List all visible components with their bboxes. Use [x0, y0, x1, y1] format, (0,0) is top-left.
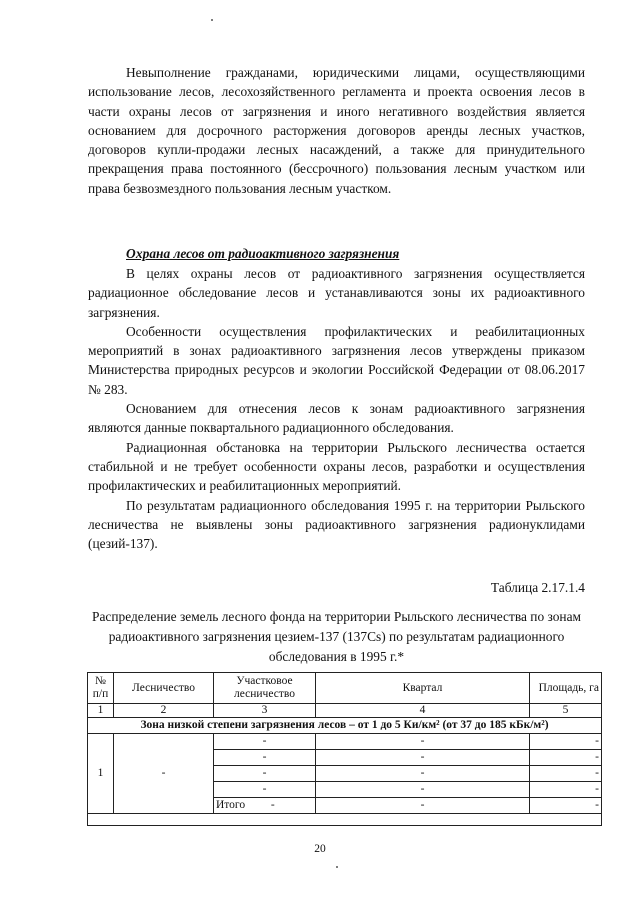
section-heading: Охрана лесов от радиоактивного загрязнения — [126, 246, 400, 261]
scan-speck — [211, 19, 213, 21]
paragraph-situation: Радиационная обстановка на территории Рыльского лесничества остается стабильной и не требует особенности охраны лесов, разработки и осуществления профилактических и реабилитационных мероприятий. — [88, 439, 585, 494]
paragraph-results: По результатам радиационного обследования 1995 г. на территории Рыльского лесничества не выявлены зоны радиоактивного загрязнения радионуклидами (цезий-137). — [88, 497, 585, 552]
total-district: - — [270, 799, 275, 811]
header-area: Площадь, га — [530, 673, 602, 704]
area-cell: - — [530, 766, 602, 782]
col-number: 4 — [316, 704, 530, 718]
district-cell: - — [214, 734, 316, 750]
area-cell: - — [530, 734, 602, 750]
intro-paragraph: Невыполнение гражданами, юридическими лицами, осуществляющими использование лесов, лесохозяйственного регламента и проекта освоения лесов в части охраны лесов от загрязнения и иного негативного воздействия является основанием для досрочного расторжения договоров аренды лесных участков, договоров купли-продажи лесных насаждений, а также для принудительного прекращения права постоянного (бессрочного) пользования лесным участком или права безвозмездного пользования лесным участком. — [88, 65, 585, 196]
quarter-cell: - — [316, 782, 530, 798]
district-cell: - — [214, 766, 316, 782]
quarter-cell: - — [316, 766, 530, 782]
section-paragraphs — [88, 264, 585, 553]
table-row — [88, 734, 602, 750]
paragraph-basis: Основанием для отнесения лесов к зонам радиоактивного загрязнения являются данные поквартального радиационного обследования. — [88, 401, 585, 436]
table-header-row — [88, 673, 602, 704]
total-cell — [214, 798, 316, 814]
quarter-cell: - — [316, 750, 530, 766]
area-cell: - — [530, 750, 602, 766]
scan-speck — [336, 866, 338, 868]
district-cell: - — [214, 750, 316, 766]
col-number: 5 — [530, 704, 602, 718]
intro-paragraph-block — [88, 63, 585, 198]
col-number: 3 — [214, 704, 316, 718]
row-num: 1 — [88, 734, 114, 814]
table-caption: Распределение земель лесного фонда на территории Рыльского лесничества по зонам радиоактивного загрязнения цезием-137 (137Cs) по результатам радиационного обследования в 1995 г.* — [92, 609, 581, 664]
column-number-row — [88, 704, 602, 718]
radiation-zones-table — [87, 672, 602, 826]
col-number: 1 — [88, 704, 114, 718]
header-forestry: Лесничество — [114, 673, 214, 704]
header-quarter: Квартал — [316, 673, 530, 704]
paragraph-monitoring: В целях охраны лесов от радиоактивного загрязнения осуществляется радиационное обследование лесов и устанавливаются зоны их радиоактивного загрязнения. — [88, 266, 585, 320]
total-label: Итого — [216, 799, 246, 811]
table-number: Таблица 2.17.1.4 — [490, 580, 585, 595]
district-cell: - — [214, 782, 316, 798]
zone-label: Зона низкой степени загрязнения лесов – от 1 до 5 Ки/км² (от 37 до 185 кБк/м²) — [88, 718, 602, 734]
table-footer-row — [88, 814, 602, 826]
total-area: - — [530, 798, 602, 814]
header-district: Участковое лесничество — [214, 673, 316, 704]
col-number: 2 — [114, 704, 214, 718]
area-cell: - — [530, 782, 602, 798]
quarter-cell: - — [316, 734, 530, 750]
total-quarter: - — [316, 798, 530, 814]
forestry-value: - — [114, 734, 214, 814]
page-number: 20 — [314, 843, 326, 855]
paragraph-measures: Особенности осуществления профилактических и реабилитационных мероприятий в зонах радиоактивного загрязнения лесов утверждены приказом Министерства природных ресурсов и экологии Российской Федерации от 08.06.2017 № 283. — [88, 323, 585, 397]
zone-row — [88, 718, 602, 734]
header-num: № п/п — [88, 673, 114, 704]
